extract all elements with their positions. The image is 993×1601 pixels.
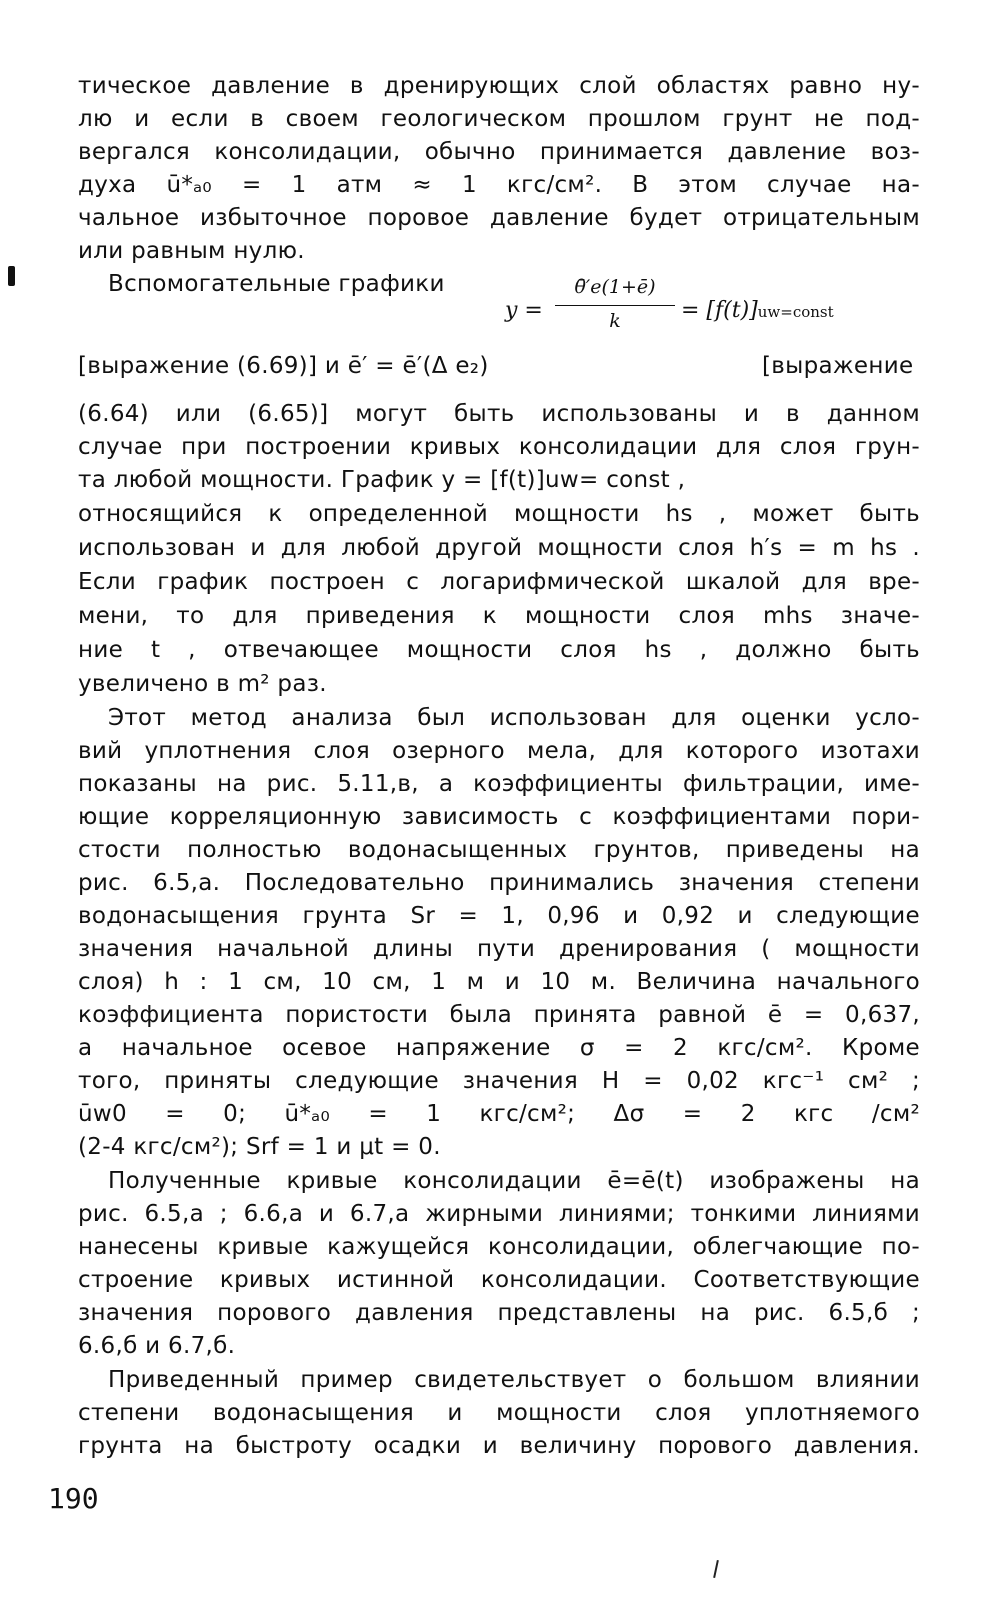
text-line: грунта на быстроту осадки и величину порового давления. [78,1433,920,1459]
text-line: увеличено в m² раз. [78,671,327,697]
text-line: чальное избыточное поровое давление будет отрицательным [78,205,920,231]
text-line: случае при построении кривых консолидации для слоя грун- [78,434,920,460]
page-number: 190 [48,1482,99,1515]
text-line: степени водонасыщения и мощности слоя уплотняемого [78,1400,920,1426]
text-line: нанесены кривые кажущейся консолидации, облегчающие по- [78,1234,920,1260]
text-line: слоя) h : 1 см, 10 см, 1 м и 10 м. Величина начального [78,969,920,995]
text-line: вий уплотнения слоя озерного мела, для которого изотахи [78,738,920,764]
text-line: рис. 6.5,а. Последовательно принимались значения степени [78,870,920,896]
display-formula [505,276,925,348]
text-line: коэффициента пористости была принята равной ē = 0,637, [78,1002,920,1028]
text-line: [выражение (6.69)] и ē′ = ē′(Δ e₂) [78,353,489,379]
text-line: ние t , отвечающее мощности слоя hs , должно быть [78,637,920,663]
text-line: (6.64) или (6.65)] могут быть использованы и в данном [78,401,920,427]
formula-numerator: θ̄′e(1+ē) [574,276,656,298]
text-line: тическое давление в дренирующих слой областях равно ну- [78,73,920,99]
text-line: показаны на рис. 5.11,в, а коэффициенты фильтрации, име- [78,771,920,797]
fraction-bar [555,305,675,306]
formula-rhs [681,298,834,323]
margin-mark [8,266,15,286]
text-line: духа ū*ₐ₀ = 1 атм ≈ 1 кгс/см². В этом случае на- [78,172,920,198]
text-line: 6.6,б и 6.7,б. [78,1333,236,1359]
text-line: рис. 6.5,а ; 6.6,а и 6.7,а жирными линиями; тонкими линиями [78,1201,920,1227]
text-line: Вспомогательные графики [108,271,445,297]
text-line: использован и для любой другой мощности слоя h′s = m hs . [78,535,920,561]
formula-lhs: y = [505,298,543,323]
text-line: того, приняты следующие значения H = 0,02 кгс⁻¹ см² ; [78,1068,920,1094]
text-line: мени, то для приведения к мощности слоя mhs значе- [78,603,920,629]
text-line: а начальное осевое напряжение σ = 2 кгс/см². Кроме [78,1035,920,1061]
text-line: строение кривых истинной консолидации. Соответствующие [78,1267,920,1293]
text-line: лю и если в своем геологическом прошлом грунт не под- [78,106,920,132]
formula-denominator: k [609,310,621,332]
text-line: [выражение [762,353,914,379]
text-line: Этот метод анализа был использован для оценки усло- [108,705,920,731]
text-line: Если график построен с логарифмической шкалой для вре- [78,569,920,595]
text-line: стости полностью водонасыщенных грунтов, приведены на [78,837,920,863]
formula-rhs-subscript: uw=const [757,303,834,321]
text-line: вергался консолидации, обычно принимается давление воз- [78,139,920,165]
text-line: (2-4 кгс/см²); Srf = 1 и μt = 0. [78,1134,441,1160]
text-line: ūw0 = 0; ū*ₐ₀ = 1 кгс/см²; Δσ = 2 кгс /см² [78,1101,920,1127]
text-line: Полученные кривые консолидации ē=ē(t) изображены на [108,1168,920,1194]
text-line: значения начальной длины пути дренирования ( мощности [78,936,920,962]
margin-mark [713,1560,719,1578]
text-line: Приведенный пример свидетельствует о большом влиянии [108,1367,920,1393]
text-line: относящийся к определенной мощности hs , может быть [78,501,920,527]
formula-rhs-main: = [f(t)] [681,298,758,323]
text-line: та любой мощности. График y = [f(t)]uw= const , [78,467,686,493]
text-line: значения порового давления представлены на рис. 6.5,б ; [78,1300,920,1326]
text-line: ющие корреляционную зависимость с коэффициентами пори- [78,804,920,830]
text-line: водонасыщения грунта Sr = 1, 0,96 и 0,92 и следующие [78,903,920,929]
text-line: или равным нулю. [78,238,305,264]
